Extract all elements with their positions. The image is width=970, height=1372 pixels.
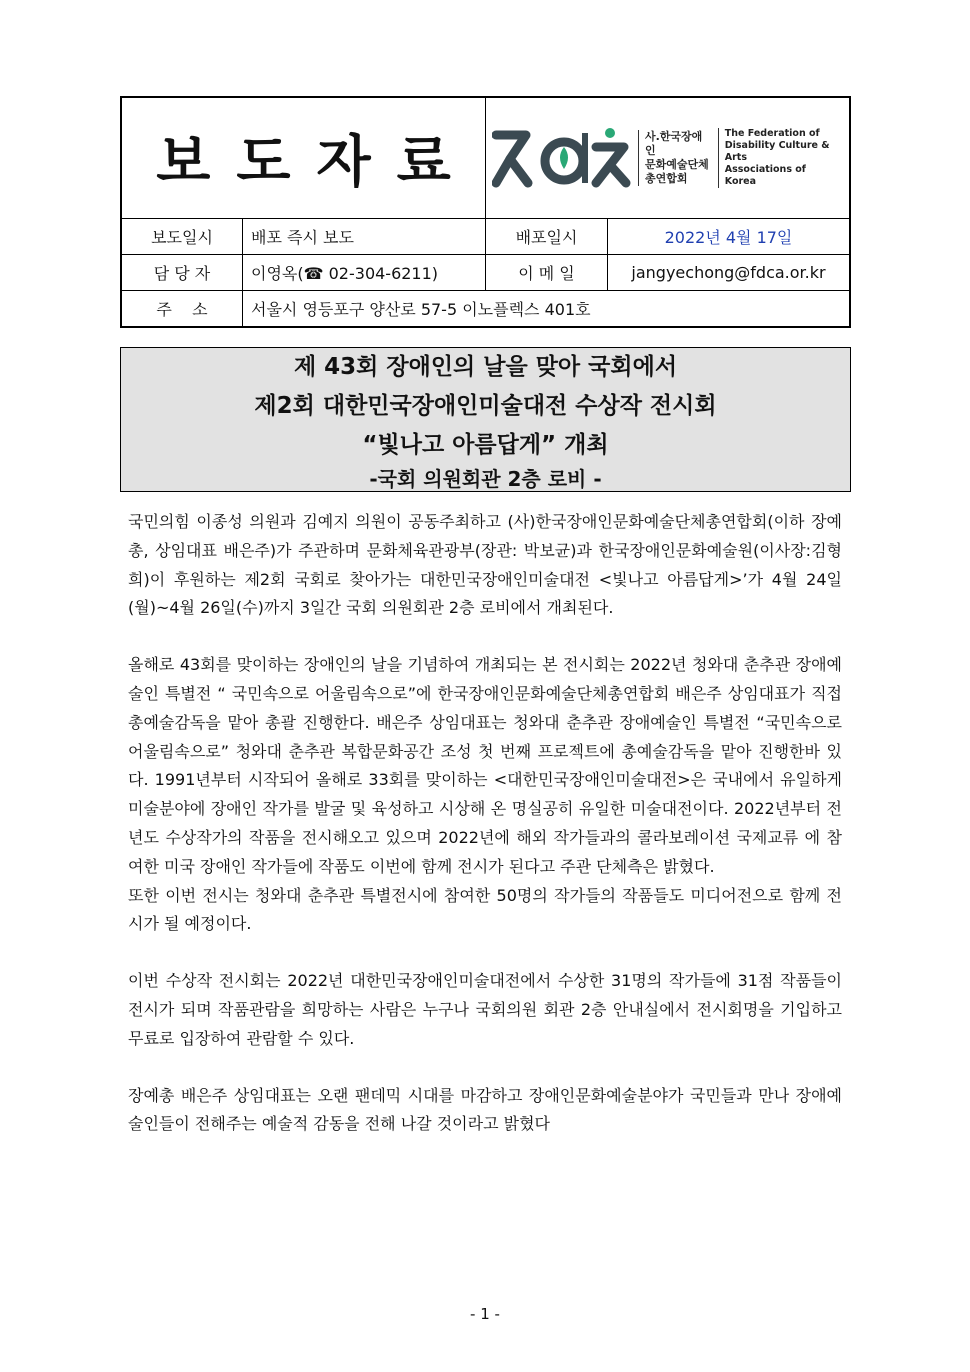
- press-release-title: 보도자료: [122, 98, 486, 218]
- headline-line-3: “빛나고 아름답게” 개최: [362, 432, 609, 458]
- email-value[interactable]: jangyechong@fdca.or.kr: [631, 263, 826, 282]
- header-top-row: [122, 98, 849, 219]
- distribution-date-value: 2022년 4월 17일: [664, 228, 793, 247]
- page-number: - 1 -: [470, 1305, 500, 1323]
- email-label: 이 메 일: [486, 255, 608, 290]
- logo-english-text: The Federation of Disability Culture & Arts Associations of Korea: [718, 128, 849, 188]
- distribution-date-label: 배포일시: [486, 219, 608, 254]
- report-date-row: [122, 219, 849, 255]
- paragraph-5: 장예총 배은주 상임대표는 오랜 팬데믹 시대를 마감하고 장애인문화예술분야가 국민들과 만나 장애예술인들이 전해주는 예술적 감동을 전해 나갈 것이라고 밝혔다: [128, 1085, 842, 1134]
- paragraph-2: 올해로 43회를 맞이하는 장애인의 날을 기념하여 개최되는 본 전시회는 2022년 청와대 춘추관 장애예술인 특별전 “ 국민속으로 어울림속으로”에 한국장애인문화예술단체총연합회 배은주 상임대표가 직접 총예술감독을 맡아 총괄 진행한다. 배은주 상임대표는 청와대 춘추관 장애예술인 특별전 “국민속으로 어울림속으로” 청와대 춘추관 복합문화공간 조성 첫 번째 프로젝트에 총예술감독을 맡아 진행한바 있다. 1991년부터 시작되어 올해로 33회를 맞이하는 <대한민국장애인미술대전>은 국내에서 유일하게 미술분야에 장애인 작가를 발굴 및 육성하고 시상해 온 명실공히 유일한 미술대전이다. 2022년부터 전년도 수상작가의 작품을 전시해오고 있으며 2022년에 해외 작가들과의 콜라보레이션 국제교류 에 참여한 미국 장애인 작가들에 작품도 이번에 함께 전시가 된다고 주관 단체측은 밝혔다.: [128, 655, 842, 876]
- press-header-table: [120, 96, 851, 328]
- headline-line-4: -국회 의원회관 2층 로비 -: [369, 467, 602, 491]
- headline-line-1: 제 43회 장애인의 날을 맞아 국회에서: [293, 354, 678, 380]
- report-date-label: 보도일시: [122, 219, 243, 254]
- article-body: [128, 508, 842, 1139]
- address-row: [122, 291, 849, 326]
- contact-row: [122, 255, 849, 291]
- logo-korean-text: 사.한국장애인 문화예술단체 총연합회: [638, 130, 710, 186]
- contact-label: 담 당 자: [122, 255, 243, 290]
- contact-value: 이영옥(☎ 02-304-6211): [243, 255, 486, 290]
- paragraph-4: 이번 수상작 전시회는 2022년 대한민국장애인미술대전에서 수상한 31명의 작가들에 31점 작품들이 전시가 되며 작품관람을 희망하는 사람은 누구나 국회의원 회관 2층 안내실에서 전시회명을 기입하고 무료로 입장하여 관람할 수 있다.: [128, 971, 842, 1048]
- headline-line-2: 제2회 대한민국장애인미술대전 수상작 전시회: [254, 393, 717, 419]
- address-label: 주 소: [122, 291, 243, 326]
- organization-logo: [486, 98, 849, 218]
- address-value: 서울시 영등포구 양산로 57-5 이노플렉스 401호: [251, 300, 591, 319]
- headline-box: [120, 347, 851, 492]
- paragraph-3: 또한 이번 전시는 청와대 춘추관 특별전시에 참여한 50명의 작가들의 작품들도 미디어전으로 함께 전시가 될 예정이다.: [128, 885, 842, 934]
- logo-mark-icon: [492, 123, 632, 193]
- report-date-value: 배포 즉시 보도: [243, 219, 486, 254]
- paragraph-1: 국민의힘 이종성 의원과 김예지 의원이 공동주최하고 (사)한국장애인문화예술단체총연합회(이하 장예총, 상임대표 배은주)가 주관하며 문화체육관광부(장관: 박보균)과 한국장애인문화예술원(이사장:김형희)이 후원하는 제2회 국회로 찾아가는 대한민국장애인미술대전 <빛나고 아름답게>’가 4월 24일(월)~4월 26일(수)까지 3일간 국회 의원회관 2층 로비에서 개최된다.: [128, 512, 842, 618]
